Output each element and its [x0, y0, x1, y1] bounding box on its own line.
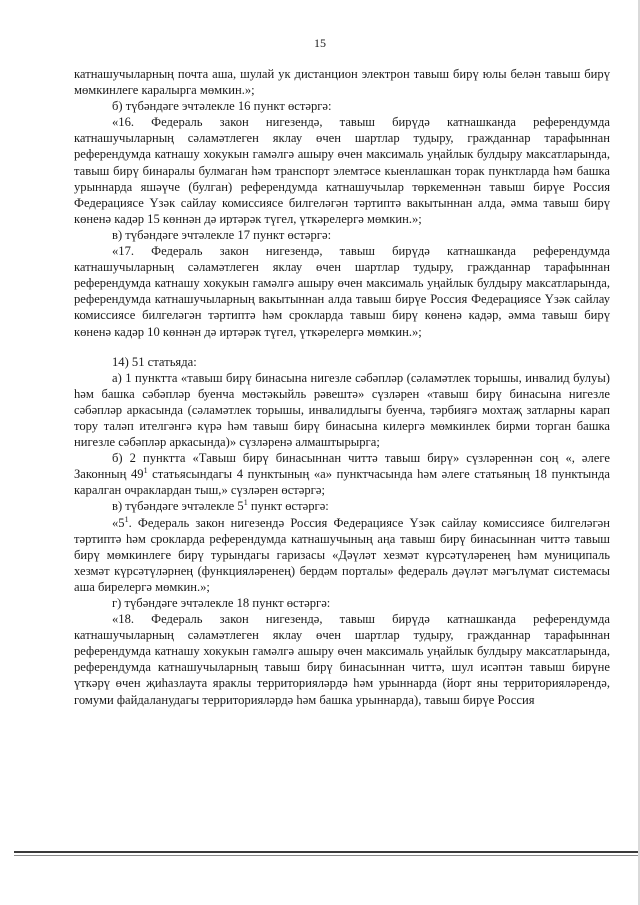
- paragraph-gap: [74, 340, 610, 354]
- paragraph-text: . Федераль закон нигезендә Россия Федерациясе Үзәк сайлау комиссиясе билгеләгән тәртиптә һәм срокларда референдумда катнашучының аңа тавыш бирү бинасыннан читтә тавыш бирү мөмкинлеге бирү турындагы гаризасы «Дәүләт хезмәт күрсәтүләренең һәм муниципаль хезмәт күрсәтүләрнең (функцияләренең) бердәм порталы» федераль дәүләт мәгълүмат системасы аша бирелергә мөмкин.»;: [74, 515, 610, 594]
- paragraph: [74, 450, 610, 498]
- document-body: [74, 66, 610, 708]
- paragraph-text: пункт өстәргә:: [247, 499, 329, 514]
- scan-border-line-thin: [14, 855, 640, 856]
- paragraph: 14) 51 статьяда:: [112, 354, 197, 369]
- paragraph: в) түбәндәге эчтәлекле 17 пункт өстәргә:: [112, 227, 332, 242]
- paragraph: «17. Федераль закон нигезендә, тавыш бирүдә катнашканда референдумда катнашучыларның сәламәтлеген яклау өчен шартлар тудыру, гражданнар тарафыннан референдумда катнашу хокукын гамәлгә ашыру өчен максималь уңайлык булдыру максатларында, референдумда катнашучыларның вакытыннан алда тавыш бирүе Россия Федерациясе Үзәк сайлау комиссиясе билгеләгән тәртиптә һәм срокларда тавыш бирү көненә кадәр, әмма тавыш бирү көненә кадәр 10 көннән дә иртәрәк түгел, үткәрелергә мөмкин.»;: [74, 244, 610, 339]
- paragraph: а) 1 пунктта «тавыш бирү бинасына нигезле сәбәпләр (сәламәтлек торышы, инвалид булуы) һәм башка сәбәпләр буенча мөстәкыйль рәвештә» сүзләрен «тавыш бирү бинасына нигезле сәбәпләр аркасында (сәламәтлек торышы, инвалидлыгы буенча, тәрбиягә мохтаҗ затларны карап тору таләп ителгәнгә күрә һәм тавыш бирү бинасына килергә мөмкинлек бирми торган башка нигезле сәбәпләр аркасында)» сүзләренә алмаштырырга;: [74, 370, 610, 450]
- paragraph: г) түбәндәге эчтәлекле 18 пункт өстәргә:: [112, 596, 331, 610]
- paragraph-text: «5: [112, 515, 125, 530]
- paragraph: «16. Федераль закон нигезендә, тавыш бирүдә катнашканда референдумда катнашучыларның сәламәтлеген яклау өчен шартлар тудыру, гражданнар тарафыннан референдумда катнашу хокукын гамәлгә ашыру өчен максималь уңайлык булдыру максатларында, тавыш бирү бинаралы булмаган һәм транспорт элемтәсе кыенлашкан торак пунктларда һәм башка урыннарда яшәүче (булган) референдумда катнашучылар төркеменнән тавыш бирүе Россия Федерациясе Үзәк сайлау комиссиясе билгеләгән тәртиптә вакытыннан алда, әмма тавыш бирү көненә кадәр 15 көннән дә иртәрәк түгел, үткәрелергә мөмкин.»;: [74, 115, 610, 226]
- superscript: 1: [243, 498, 248, 508]
- paragraph-text: в) түбәндәге эчтәлекле 5: [112, 499, 244, 514]
- superscript: 1: [124, 514, 129, 524]
- page-number: 15: [314, 36, 326, 50]
- paragraph-text: статьясындагы 4 пунктының «а» пунктчасында һәм әлеге статьяның 18 пунктында каралган очраклардан тыш,» сүзләрен өстәргә;: [74, 467, 610, 498]
- paragraph: [74, 498, 610, 514]
- paragraph: [74, 515, 610, 595]
- paragraph: катнашучыларның почта аша, шулай ук дистанцион электрон тавыш бирү юлы белән тавыш бирү мөмкинлеге каралырга мөмкин.»;: [74, 67, 610, 98]
- paragraph: б) түбәндәге эчтәлекле 16 пункт өстәргә:: [112, 99, 332, 114]
- paragraph: «18. Федераль закон нигезендә, тавыш бирүдә катнашканда референдумда катнашучыларның сәламәтлеген яклау өчен шартлар тудыру, гражданнар тарафыннан референдумда катнашу хокукын гамәлгә ашыру өчен максималь уңайлык булдыру максатларында, референдумда катнашучыларның тавыш бирү бинасыннан читтә, шул исәптән тавыш бирүне үткәрү өчен җиһазлаута яраклы территорияләрдә һәм урыннарда (йорт яны территорияләрендә, гомуми файдаланудагы территорияләрдә һәм башка урыннарда), тавыш бирүе Россия: [74, 612, 610, 707]
- superscript: 1: [143, 466, 148, 476]
- scan-border-line: [14, 851, 640, 853]
- paragraph-text: б) 2 пунктта «Тавыш бирү бинасыннан читтә тавыш бирү» сүзләреннән соң «, әлеге Законның 49: [74, 451, 610, 482]
